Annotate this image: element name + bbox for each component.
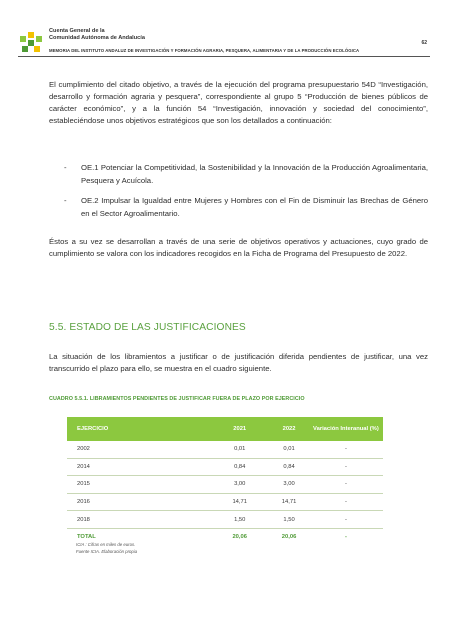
cell-2022: 0,01 bbox=[269, 441, 309, 458]
header-2022: 2022 bbox=[282, 426, 296, 432]
cell-total-label: TOTAL bbox=[77, 534, 96, 541]
cell-2022: 0,84 bbox=[269, 458, 309, 476]
justifications-table bbox=[67, 417, 383, 546]
table-note-units: ICIA : Cifras en miles de euros. bbox=[76, 542, 136, 547]
header-ejercicio: EJERCICIO bbox=[77, 426, 109, 432]
cell-year: 2014 bbox=[67, 458, 210, 476]
org-line-2: Comunidad Autónoma de Andalucía bbox=[49, 35, 145, 41]
bullet-oe2 bbox=[64, 195, 428, 220]
table-row bbox=[67, 476, 383, 494]
cell-year: 2016 bbox=[67, 493, 210, 511]
table-note-source: Fuente ICIA. Elaboración propia bbox=[76, 549, 138, 554]
cell-variation: - bbox=[309, 493, 383, 511]
cell-year: 2015 bbox=[67, 476, 210, 494]
cell-2021: 1,50 bbox=[210, 511, 269, 529]
bullet-text: OE.2 Impulsar la Igualdad entre Mujeres y Hombres con el Fin de Disminuir las Brechas de Género en el Sector Agroalimentario. bbox=[81, 196, 428, 218]
table-row bbox=[67, 441, 383, 458]
table-row bbox=[67, 493, 383, 511]
paragraph-justifications: La situación de los libramientos a justificar o de justificación diferida pendientes de justificar, una vez transcurrido el plazo para ello, se muestra en el cuadro siguiente. bbox=[49, 352, 428, 373]
cell-year: 2018 bbox=[67, 511, 210, 529]
page-number: 62 bbox=[421, 40, 427, 46]
cell-2021: 3,00 bbox=[210, 476, 269, 494]
table-row bbox=[67, 458, 383, 476]
bullet-dash: - bbox=[64, 196, 67, 205]
memoria-header: MEMORIA DEL INSTITUTO ANDALUZ DE INVESTIGACIÓN Y FORMACIÓN AGRARIA, PESQUERA, ALIMENTARIA Y DE LA PRODUCCIÓN ECOLÓGICA bbox=[49, 48, 360, 53]
header-2021: 2021 bbox=[233, 426, 247, 432]
header-divider bbox=[18, 56, 430, 57]
cell-total-2021: 20,06 bbox=[232, 534, 247, 541]
bullet-dash: - bbox=[64, 163, 67, 172]
cell-variation: - bbox=[309, 476, 383, 494]
organization-title bbox=[49, 28, 145, 42]
section-title: 5.5. ESTADO DE LAS JUSTIFICACIONES bbox=[49, 322, 246, 333]
paragraph-objectives: El cumplimiento del citado objetivo, a través de la ejecución del programa presupuestario 54D “Investigación, desarrollo y formación agraria y pesquera”, correspondiente al grupo 5 “Producción de bienes públicos de carácter económico”, y a la función 54 “Investigación, innovación y sociedad del conocimiento”, estableciéndose unos objetivos estratégicos que son los detallados a continuación: bbox=[49, 80, 428, 125]
junta-logo-icon bbox=[18, 30, 44, 56]
table-header-row bbox=[67, 417, 383, 441]
header-variacion: Variación Interanual (%) bbox=[313, 426, 379, 432]
paragraph-operational: Éstos a su vez se desarrollan a través de una serie de objetivos operativos y actuaciones, cuyo grado de cumplimiento se valora con los indicadores recogidos en la Ficha de Programa del Presupuesto de 2022. bbox=[49, 237, 428, 258]
table-row bbox=[67, 511, 383, 529]
cell-variation: - bbox=[309, 458, 383, 476]
cell-variation: - bbox=[309, 511, 383, 529]
cell-2022: 1,50 bbox=[269, 511, 309, 529]
cell-variation: - bbox=[309, 441, 383, 458]
cell-2021: 14,71 bbox=[210, 493, 269, 511]
cell-2022: 3,00 bbox=[269, 476, 309, 494]
cell-total-2022: 20,06 bbox=[281, 534, 297, 541]
cell-2021: 0,01 bbox=[210, 441, 269, 458]
bullet-text: OE.1 Potenciar la Competitividad, la Sostenibilidad y la Innovación de la Producción Agroalimentaria, Pesquera y Acuícola. bbox=[81, 163, 428, 185]
bullet-oe1 bbox=[64, 162, 428, 187]
org-line-1: Cuenta General de la bbox=[49, 28, 105, 34]
table-caption: CUADRO 5.5.1. LIBRAMIENTOS PENDIENTES DE JUSTIFICAR FUERA DE PLAZO POR EJERCICIO bbox=[49, 396, 305, 402]
cell-2021: 0,84 bbox=[210, 458, 269, 476]
cell-year: 2002 bbox=[67, 441, 210, 458]
cell-2022: 14,71 bbox=[269, 493, 309, 511]
cell-total-variation: - bbox=[344, 534, 347, 541]
